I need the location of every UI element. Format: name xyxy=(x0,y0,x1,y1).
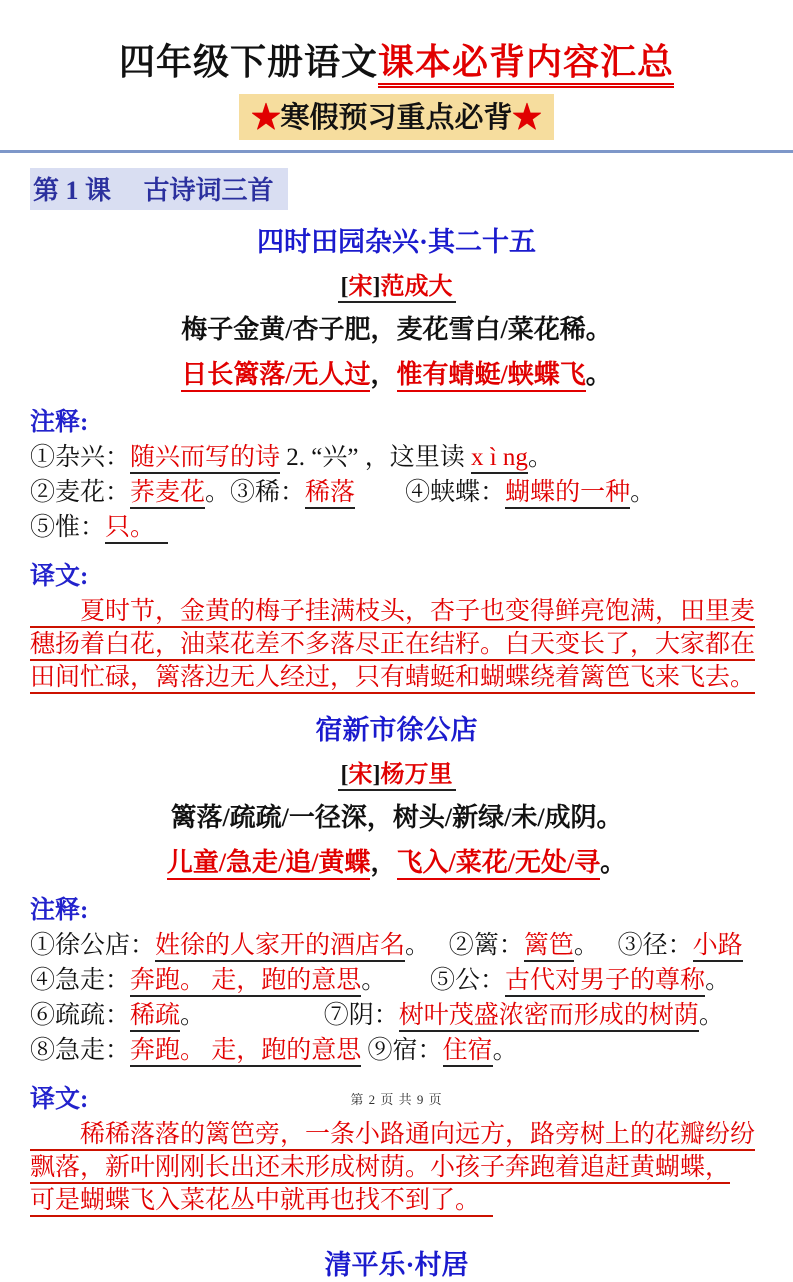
trans1-label: 译文: xyxy=(30,563,89,590)
text-segment: ①杂兴： xyxy=(30,444,131,471)
subtitle-text: 寒假预习重点必背 xyxy=(280,102,513,134)
translation-text: 夏时节，金黄的梅子挂满枝头，杏子也变得鲜亮饱满，田里麦 xyxy=(30,598,755,628)
text-segment: ④蛱蝶： xyxy=(355,479,506,506)
note-line xyxy=(30,440,763,475)
text-segment: 随兴而写的诗 xyxy=(130,444,280,474)
translation-text: 田间忙碌，篱落边无人经过，只有蜻蜓和蝴蝶绕着篱笆飞来飞去。 xyxy=(30,664,755,694)
text-segment: 。 xyxy=(705,967,731,994)
star-icon-left: ★ xyxy=(251,102,281,134)
subtitle-row xyxy=(30,94,763,140)
trans1-paragraph xyxy=(30,595,763,694)
text-segment: 稀落 xyxy=(305,479,355,509)
notes2-label: 注释: xyxy=(30,897,89,924)
translation-text: 穗扬着白花，油菜花差不多落尽正在结籽。白天变长了，大家都在 xyxy=(30,631,755,661)
text-segment: ， xyxy=(370,848,397,877)
translation-line xyxy=(30,595,763,628)
text-segment: [ xyxy=(340,274,349,300)
text-segment: ， xyxy=(370,360,397,389)
poem2-author-text xyxy=(338,762,456,791)
text-segment: 。 ③径： xyxy=(573,932,693,959)
note-line xyxy=(30,475,763,510)
page-title-highlight: 课本必背内容汇总 xyxy=(378,42,674,88)
divider-line xyxy=(0,150,793,153)
text-segment: ⑤惟： xyxy=(30,514,106,541)
lesson-row xyxy=(30,168,763,210)
translation-text: 可是蝴蝶飞入菜花丛中就再也找不到了。 xyxy=(30,1187,493,1217)
text-segment: 。 xyxy=(492,1037,518,1064)
poem2-title: 宿新市徐公店 xyxy=(315,715,478,745)
poem2-line2 xyxy=(30,842,763,879)
text-segment: ②麦花： xyxy=(30,479,131,506)
poem1-line1: 梅子金黄/杏子肥，麦花雪白/菜花稀。 xyxy=(181,315,612,344)
text-segment: 古代对男子的尊称 xyxy=(505,967,705,997)
note-line xyxy=(30,963,763,998)
text-segment: 。 ⑤公： xyxy=(361,967,506,994)
note-line xyxy=(30,510,763,545)
note-line xyxy=(30,1033,763,1068)
poem1-line2 xyxy=(30,354,763,391)
translation-line xyxy=(30,661,763,694)
trans2-paragraph xyxy=(30,1118,763,1217)
text-segment: 篱笆 xyxy=(524,932,574,962)
text-segment: ⑧急走： xyxy=(30,1037,131,1064)
text-segment: 惟有蜻蜓/蛱蝶飞 xyxy=(397,360,586,392)
text-segment: 树叶茂盛浓密而形成的树荫 xyxy=(399,1002,699,1032)
poem1-author-text xyxy=(338,274,456,303)
poem2-line1: 篱落/疏疏/一径深，树头/新绿/未/成阴。 xyxy=(170,803,623,832)
text-segment: 。 xyxy=(698,1002,724,1029)
notes2-block xyxy=(30,928,763,1068)
text-segment: 。 xyxy=(630,479,656,506)
text-segment: 。 ⑦阴： xyxy=(180,1002,399,1029)
text-segment: ] xyxy=(372,762,381,788)
trans2-label: 译文: xyxy=(30,1086,89,1113)
text-segment: 奔跑。 走，跑的意思 xyxy=(130,967,361,997)
text-segment: 儿童/急走/追/黄蝶 xyxy=(167,848,371,880)
text-segment: 宋 xyxy=(348,274,373,300)
subtitle-banner xyxy=(239,94,553,140)
note-line xyxy=(30,998,763,1033)
notes1-label: 注释: xyxy=(30,409,89,436)
page-footer: 第 2 页 共 9 页 xyxy=(350,1092,443,1107)
poem1-title: 四时田园杂兴·其二十五 xyxy=(256,227,536,257)
text-segment: 飞入/菜花/无处/寻 xyxy=(397,848,601,880)
text-segment: 小路 xyxy=(693,932,743,962)
text-segment: ①徐公店： xyxy=(30,932,156,959)
text-segment: ④急走： xyxy=(30,967,131,994)
translation-text: 稀稀落落的篱笆旁，一条小路通向远方，路旁树上的花瓣纷纷 xyxy=(30,1121,755,1151)
text-segment: 。 xyxy=(527,444,553,471)
note-line xyxy=(30,928,763,963)
poem3-title: 清平乐·村居 xyxy=(324,1250,469,1280)
text-segment: x ì ng xyxy=(471,444,528,474)
text-segment: 只。 xyxy=(105,514,168,544)
translation-line xyxy=(30,1118,763,1151)
text-segment: 。③稀： xyxy=(205,479,306,506)
text-segment: 。 ②篱： xyxy=(405,932,524,959)
text-segment: 。 xyxy=(585,360,612,389)
text-segment: ⑨宿： xyxy=(361,1037,443,1064)
poem2-author xyxy=(30,754,763,789)
text-segment: 。 xyxy=(600,848,627,877)
translation-text: 飘落，新叶刚刚长出还未形成树荫。小孩子奔跑着追赶黄蝴蝶， xyxy=(30,1154,730,1184)
text-segment: ⑥疏疏： xyxy=(30,1002,131,1029)
text-segment: [ xyxy=(340,762,349,788)
text-segment: 稀疏 xyxy=(130,1002,180,1032)
text-segment: 奔跑。 走，跑的意思 xyxy=(130,1037,361,1067)
text-segment: 范成大 xyxy=(380,274,453,300)
translation-line xyxy=(30,628,763,661)
text-segment: 日长篱落/无人过 xyxy=(181,360,370,392)
text-segment: 住宿 xyxy=(443,1037,493,1067)
star-icon-right: ★ xyxy=(512,102,542,134)
text-segment: 宋 xyxy=(348,762,373,788)
poem1-author xyxy=(30,266,763,301)
text-segment: ] xyxy=(372,274,381,300)
text-segment: 蝴蝶的一种 xyxy=(505,479,630,509)
notes1-block xyxy=(30,440,763,545)
translation-line xyxy=(30,1151,763,1184)
text-segment: 2. “兴” ，这里读 xyxy=(280,444,471,471)
lesson-header: 第 1 课 古诗词三首 xyxy=(30,168,288,210)
page-title xyxy=(30,34,763,85)
text-segment: 杨万里 xyxy=(380,762,453,788)
text-segment: 姓徐的人家开的酒店名 xyxy=(155,932,405,962)
translation-line xyxy=(30,1184,763,1217)
text-segment: 荞麦花 xyxy=(130,479,205,509)
page-title-black: 四年级下册语文 xyxy=(118,42,378,82)
